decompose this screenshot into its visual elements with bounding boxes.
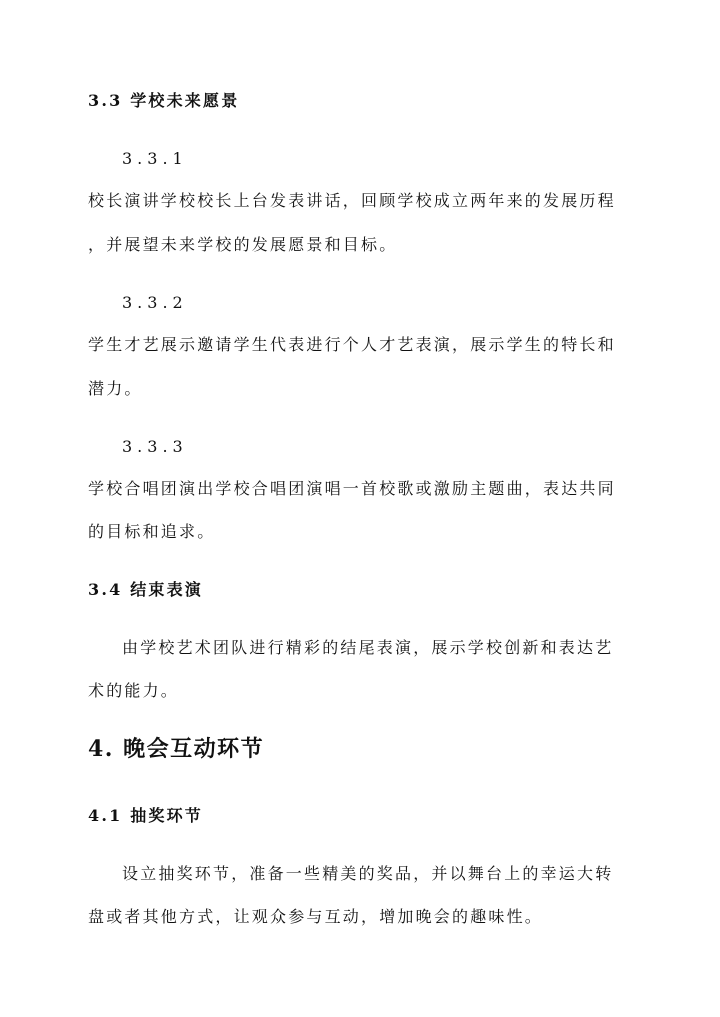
paragraph-line: 由学校艺术团队进行精彩的结尾表演，展示学校创新和表达艺 (122, 638, 614, 657)
paragraph-line: 潜力。 (88, 379, 143, 398)
subsection-number-3-3-2: 3.3.2 (122, 293, 188, 312)
section-heading-4-1: 4.1 抽奖环节 (88, 806, 204, 825)
paragraph-line: 学生才艺展示邀请学生代表进行个人才艺表演，展示学生的特长和 (88, 335, 616, 354)
section-heading-3-3: 3.3 学校未来愿景 (88, 91, 240, 110)
subsection-number-3-3-1: 3.3.1 (122, 149, 188, 168)
paragraph-line: 校长演讲学校校长上台发表讲话，回顾学校成立两年来的发展历程 (88, 191, 616, 210)
paragraph-line: 学校合唱团演出学校合唱团演唱一首校歌或激励主题曲，表达共同 (88, 479, 616, 498)
paragraph-line: ，并展望未来学校的发展愿景和目标。 (88, 235, 398, 254)
section-heading-3-4: 3.4 结束表演 (88, 580, 204, 599)
subsection-number-3-3-3: 3.3.3 (122, 437, 188, 456)
paragraph-line: 盘或者其他方式，让观众参与互动，增加晚会的趣味性。 (88, 907, 544, 926)
paragraph-line: 设立抽奖环节，准备一些精美的奖品，并以舞台上的幸运大转 (122, 864, 614, 883)
chapter-heading-4: 4. 晚会互动环节 (88, 736, 265, 762)
paragraph-line: 术的能力。 (88, 681, 180, 700)
paragraph-line: 的目标和追求。 (88, 522, 216, 541)
